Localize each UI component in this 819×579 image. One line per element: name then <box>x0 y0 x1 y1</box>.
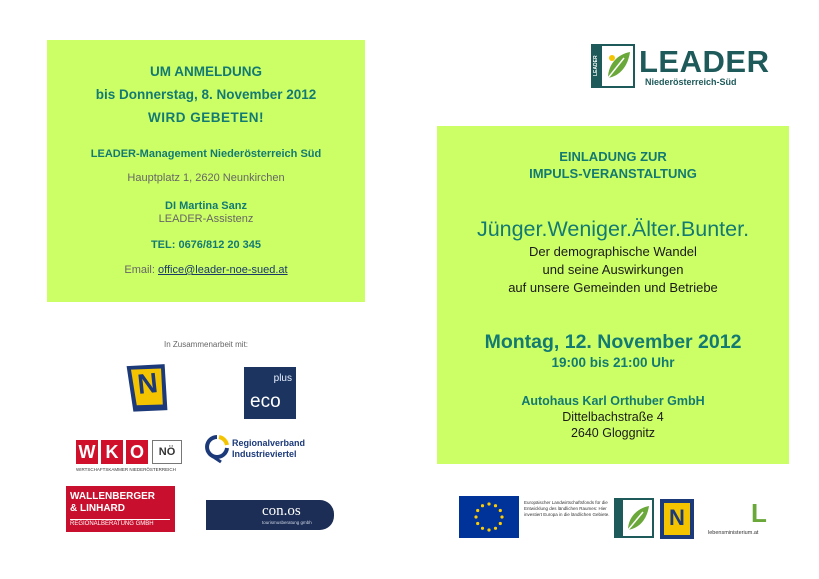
wallenberger-line1: WALLENBERGER <box>70 491 155 502</box>
registration-heading: UM ANMELDUNG <box>150 64 262 79</box>
wallenberger-logo <box>66 486 175 532</box>
event-time: 19:00 bis 21:00 Uhr <box>551 355 675 370</box>
wko-letter-k: K <box>101 440 123 464</box>
wko-letter-w: W <box>76 440 98 464</box>
regionalverband-emblem <box>205 434 229 464</box>
organization-address: Hauptplatz 1, 2620 Neunkirchen <box>127 172 285 184</box>
wko-logo <box>76 440 186 476</box>
wko-noe: NÖ <box>152 440 182 464</box>
venue-city: 2640 Gloggnitz <box>570 426 656 440</box>
leader-title: LEADER <box>639 44 770 79</box>
cooperation-label: In Zusammenarbeit mit: <box>163 340 249 349</box>
event-title: Jünger.Weniger.Älter.Bunter. <box>476 217 750 241</box>
leader-emblem-side <box>593 67 599 76</box>
footer-leaf-icon <box>625 504 651 534</box>
invitation-heading-2: IMPULS-VERANSTALTUNG <box>529 166 697 181</box>
footer-leader-emblem <box>614 498 654 538</box>
wallenberger-line3: REGIONALBERATUNG GMBH <box>70 521 154 527</box>
noe-logo-letter: N <box>135 367 160 400</box>
eu-flag <box>459 496 519 538</box>
ecoplus-plus: plus <box>273 373 292 384</box>
registration-request: WIRD GEBETEN! <box>148 110 264 125</box>
contact-role: LEADER-Assistenz <box>158 213 254 225</box>
ministry-logo-letter: L <box>751 498 767 528</box>
conos-name: con.os <box>262 503 301 519</box>
ministry-name: lebensministerium.at <box>708 530 759 536</box>
leader-subtitle: Niederösterreich-Süd <box>645 77 737 87</box>
event-subtitle-3: auf unsere Gemeinden und Betriebe <box>508 280 718 295</box>
email-link[interactable]: office@leader-noe-sued.at <box>158 264 288 276</box>
regionalverband-line2: Industrieviertel <box>232 449 297 459</box>
contact-email-line <box>47 264 365 276</box>
footer-noe-letter: N <box>669 505 685 530</box>
wko-subtitle: WIRTSCHAFTSKAMMER NIEDERÖSTERREICH <box>76 467 176 472</box>
conos-logo <box>206 500 334 530</box>
registration-box <box>47 40 365 302</box>
footer-noe-logo <box>660 499 694 539</box>
regionalverband-line1: Regionalverband <box>232 438 306 448</box>
venue-street: Dittelbachstraße 4 <box>562 410 664 424</box>
eu-fund-text: Europäischer Landwirtschaftsfonds für die Entwicklung des ländlichen Raumes: Hier investiert Europa in die ländlichen Gebiete. <box>524 500 610 517</box>
email-label: Email: <box>124 264 155 276</box>
registration-deadline: bis Donnerstag, 8. November 2012 <box>95 87 317 102</box>
ecoplus-logo <box>244 367 296 419</box>
leaf-icon <box>604 50 632 82</box>
event-subtitle-1: Der demographische Wandel <box>529 244 697 259</box>
leader-logo <box>591 44 777 90</box>
contact-name: DI Martina Sanz <box>165 200 247 212</box>
noe-logo <box>124 360 171 416</box>
conos-subtitle: tourismusberatung gmbh <box>262 520 312 525</box>
venue-name: Autohaus Karl Orthuber GmbH <box>521 394 705 408</box>
ecoplus-eco: eco <box>250 391 281 412</box>
event-date: Montag, 12. November 2012 <box>484 331 742 353</box>
eu-stars-icon <box>459 496 519 538</box>
wko-letter-o: O <box>126 440 148 464</box>
regionalverband-logo <box>205 434 315 468</box>
wallenberger-line2: & LINHARD <box>70 503 125 514</box>
leader-emblem <box>591 44 635 88</box>
invitation-box <box>437 126 789 464</box>
organization-name: LEADER-Management Niederösterreich Süd <box>90 148 322 160</box>
contact-phone: TEL: 0676/812 20 345 <box>150 239 262 251</box>
invitation-heading-1: EINLADUNG ZUR <box>559 149 667 164</box>
event-subtitle-2: und seine Auswirkungen <box>542 262 684 277</box>
